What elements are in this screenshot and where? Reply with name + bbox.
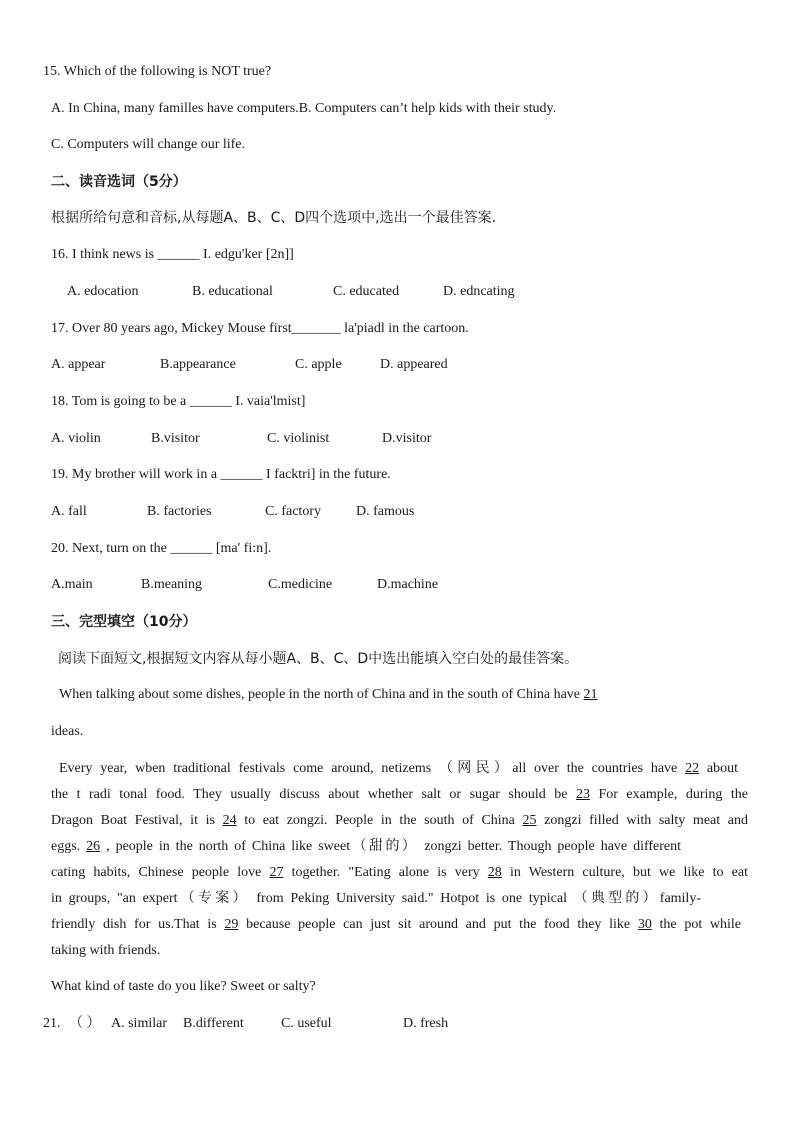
- q15-options-ab: A. In China, many familles have computers.B. Computers can’t help kids with their study.: [51, 101, 557, 116]
- passage-line-4: [51, 838, 681, 856]
- q19-option-c: C. factory: [265, 504, 321, 519]
- q16-option-d: D. edncating: [443, 284, 515, 299]
- passage-line-5-a: cating habits, Chinese people love: [51, 865, 262, 880]
- q16-option-c: C. educated: [333, 284, 400, 299]
- q15-option-c: C. Computers will change our life.: [51, 137, 246, 152]
- passage-line-3-b: to eat zongzi. People in the south of China: [244, 813, 515, 828]
- passage-line-8: taking with friends.: [51, 943, 161, 958]
- q19-stem: 19. My brother will work in a ______ I facktri] in the future.: [51, 467, 391, 482]
- q17-option-b: B.appearance: [160, 357, 236, 372]
- q19-options: [51, 503, 414, 521]
- passage-line-1: [59, 760, 738, 778]
- q16-option-a: A. edocation: [67, 284, 139, 299]
- q20-option-b: B.meaning: [141, 577, 203, 592]
- blank-27: 27: [269, 865, 284, 880]
- passage-line-2: [51, 786, 748, 804]
- passage-line-3-a: Dragon Boat Festival, it is: [51, 813, 215, 828]
- passage-line-5: [51, 864, 748, 882]
- q16-stem: 16. I think news is ______ I. edgu'ker [2n]]: [51, 247, 294, 262]
- section3-instruction: 阅读下面短文,根据短文内容从每小题A、B、C、D中选出能填入空白处的最佳答案。: [58, 651, 579, 667]
- q21-answer-paren[interactable]: （ ）: [69, 1016, 101, 1031]
- passage-line-1-a: Every year, wben traditional festivals come around, netizems （网民）all over the countries have: [59, 761, 678, 776]
- q19-option-b: B. factories: [147, 504, 212, 519]
- q17-options: [51, 356, 448, 374]
- passage-line-6: [51, 890, 701, 908]
- q20-options: [51, 576, 438, 594]
- passage-line-4-b: , people in the north of China like sweet（甜的） zongzi better. Though people have different: [106, 839, 682, 854]
- blank-21: 21: [583, 687, 598, 702]
- section3-heading: 三、完型填空（10分）: [51, 614, 197, 630]
- q20-option-a: A.main: [51, 577, 93, 592]
- passage-p1-end: ideas.: [51, 724, 84, 739]
- q18-option-d: D.visitor: [382, 431, 432, 446]
- q17-stem: 17. Over 80 years ago, Mickey Mouse first_______ la'piadl in the cartoon.: [51, 321, 469, 336]
- passage-line-3-c: zongzi filled with salty meat and: [544, 813, 748, 828]
- passage-line-4-a: eggs.: [51, 839, 81, 854]
- q18-option-b: B.visitor: [151, 431, 200, 446]
- passage-line-7-a: friendly dish for us.That is: [51, 917, 217, 932]
- q15-stem: 15. Which of the following is NOT true?: [43, 64, 272, 79]
- q21-option-d: D. fresh: [403, 1016, 449, 1031]
- q17-option-c: C. apple: [295, 357, 342, 372]
- blank-29: 29: [224, 917, 239, 932]
- section2-instruction: 根据所给句意和音标,从每题A、B、C、D四个选项中,选出一个最佳答案.: [51, 210, 497, 226]
- q18-option-a: A. violin: [51, 431, 101, 446]
- passage-line-6-text: in groups, "an expert（专案） from Peking University said." Hotpot is one typical （典型的）family-: [51, 891, 701, 906]
- q21-option-c: C. useful: [281, 1016, 332, 1031]
- section2-heading: 二、读音选词（5分）: [51, 174, 187, 190]
- q21-option-b: B.different: [183, 1016, 244, 1031]
- blank-28: 28: [487, 865, 502, 880]
- passage-line-3: [51, 812, 748, 830]
- q21-row: [43, 1015, 448, 1033]
- passage-line-7-c: the pot while: [659, 917, 742, 932]
- blank-25: 25: [522, 813, 537, 828]
- q18-options: [51, 430, 431, 448]
- passage-line-1-b: about: [706, 761, 739, 776]
- passage-line-7: [51, 916, 741, 934]
- passage-p1-text: When talking about some dishes, people in the north of China and in the south of China have: [59, 687, 581, 702]
- q20-stem: 20. Next, turn on the ______ [ma' fi:n].: [51, 541, 272, 556]
- blank-23: 23: [575, 787, 590, 802]
- blank-26: 26: [86, 839, 101, 854]
- passage-line-7-b: because people can just sit around and put the food they like: [246, 917, 631, 932]
- q20-option-c: C.medicine: [268, 577, 333, 592]
- passage-question: What kind of taste do you like? Sweet or salty?: [51, 979, 316, 994]
- passage-line-2-b: For example, during the: [598, 787, 748, 802]
- passage-line-5-b: together. "Eating alone is very: [291, 865, 480, 880]
- blank-22: 22: [685, 761, 700, 776]
- q21-option-a: A. similar: [111, 1016, 167, 1031]
- q19-option-a: A. fall: [51, 504, 87, 519]
- blank-30: 30: [637, 917, 652, 932]
- passage-line-5-c: in Western culture, but we like to eat: [509, 865, 748, 880]
- q17-option-d: D. appeared: [380, 357, 448, 372]
- passage-p1: [59, 686, 598, 704]
- q18-option-c: C. violinist: [267, 431, 330, 446]
- blank-24: 24: [222, 813, 237, 828]
- passage-line-2-a: the t radi tonal food. They usually discuss about whether salt or sugar should be: [51, 787, 568, 802]
- q20-option-d: D.machine: [377, 577, 439, 592]
- q16-option-b: B. educational: [192, 284, 273, 299]
- q21-number: 21.: [43, 1016, 61, 1031]
- q19-option-d: D. famous: [356, 504, 415, 519]
- q17-option-a: A. appear: [51, 357, 106, 372]
- q16-options: [67, 283, 515, 301]
- q18-stem: 18. Tom is going to be a ______ I. vaia'lmist]: [51, 394, 306, 409]
